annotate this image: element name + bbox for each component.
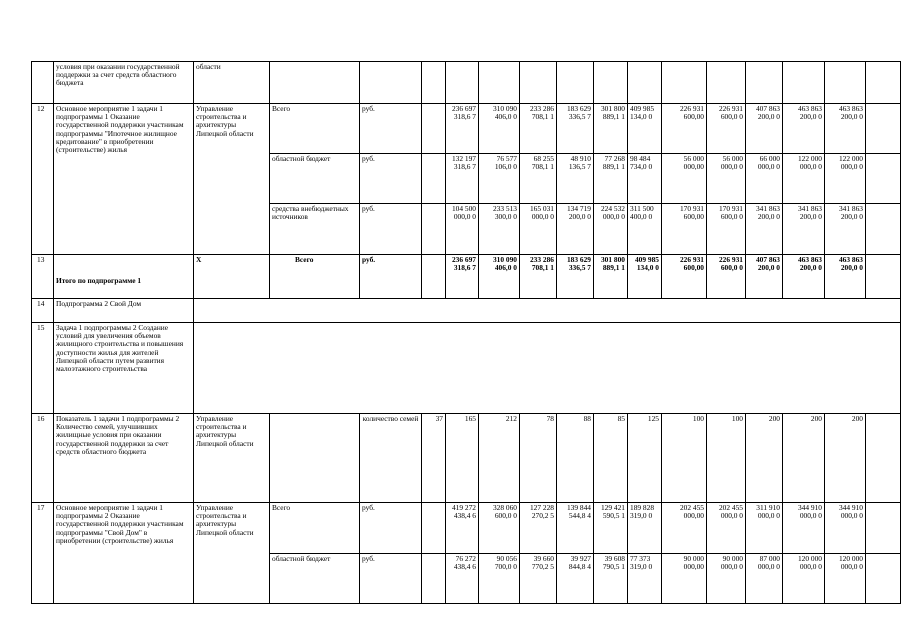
row-unit: руб.: [360, 503, 422, 554]
table-row: [32, 299, 901, 323]
value-cell: 120 000 000,0 0: [825, 554, 866, 604]
value-cell: 224 532 000,0 0: [594, 204, 628, 255]
row-description: Итого по подпрограмме 1: [54, 255, 194, 299]
value-cell: 407 863 200,0 0: [746, 255, 783, 299]
value-cell: 77 268 889,1 1: [594, 154, 628, 204]
value-cell: 127 228 270,2 5: [520, 503, 557, 554]
value-cell: 212: [479, 414, 520, 503]
value-cell: 88: [557, 414, 594, 503]
value-cell: 236 697 318,6 7: [446, 104, 479, 154]
table-row: [32, 62, 901, 104]
row-source: областной бюджет: [270, 154, 360, 204]
value-cell: 56 000 000,00: [662, 154, 707, 204]
value-cell: 165: [446, 414, 479, 503]
row-unit: руб.: [360, 154, 422, 204]
value-cell: 311 500 400,0 0: [628, 204, 662, 255]
value-cell: 200: [783, 414, 825, 503]
value-cell: 310 090 406,0 0: [479, 104, 520, 154]
value-cell: 202 455 000,0 0: [707, 503, 746, 554]
value-cell: 311 910 000,0 0: [746, 503, 783, 554]
row-executor: Управление строительства и архитектуры Липецкой области: [194, 414, 270, 503]
row-description: Основное мероприятие 1 задачи 1 подпрограммы 1 Оказание государственной поддержки участникам подпрограммы "Ипотечное жилищное кредитование" в приобретении (строительстве) жилья: [54, 104, 194, 255]
value-cell: 100: [707, 414, 746, 503]
row-executor: области: [194, 62, 270, 104]
value-cell: 122 000 000,0 0: [825, 154, 866, 204]
value-cell: 463 863 200,0 0: [783, 104, 825, 154]
value-cell: 85: [594, 414, 628, 503]
row-unit: количество семей: [360, 414, 422, 503]
value-cell: 90 000 000,0 0: [707, 554, 746, 604]
row-source: Всего: [270, 255, 360, 299]
value-cell: 341 863 200,0 0: [825, 204, 866, 255]
value-cell: 78: [520, 414, 557, 503]
row-number: 17: [32, 503, 54, 604]
table-row: [32, 503, 901, 554]
value-cell: 39 608 790,5 1: [594, 554, 628, 604]
row-unit: руб.: [360, 204, 422, 255]
value-cell: 39 927 844,8 4: [557, 554, 594, 604]
row-executor: X: [194, 255, 270, 299]
row-number: 12: [32, 104, 54, 255]
value-cell: 100: [662, 414, 707, 503]
value-cell: 202 455 000,00: [662, 503, 707, 554]
value-cell: 183 629 336,5 7: [557, 255, 594, 299]
value-cell: 76 272 438,4 6: [446, 554, 479, 604]
value-cell: 344 910 000,0 0: [825, 503, 866, 554]
value-cell: 48 910 136,5 7: [557, 154, 594, 204]
value-cell: 328 060 600,0 0: [479, 503, 520, 554]
value-cell: 132 197 318,6 7: [446, 154, 479, 204]
value-cell: 226 931 600,00: [662, 255, 707, 299]
value-cell: 233 286 708,1 1: [520, 255, 557, 299]
value-cell: 310 090 406,0 0: [479, 255, 520, 299]
row-description: Задача 1 подпрограммы 2 Создание условий для увеличения объемов жилищного строительства и повышения доступности жилья для жителей Липецкой области путем развития малоэтажного строительства: [54, 323, 194, 414]
table-row: [32, 414, 901, 503]
row-description: Подпрограмма 2 Свой Дом: [54, 299, 194, 323]
value-cell: 233 513 300,0 0: [479, 204, 520, 255]
value-cell: 129 421 590,5 1: [594, 503, 628, 554]
value-cell: 39 660 770,2 5: [520, 554, 557, 604]
value-cell: 226 931 600,0 0: [707, 104, 746, 154]
row-source: Всего: [270, 503, 360, 554]
value-cell: 98 484 734,0 0: [628, 154, 662, 204]
value-cell: 200: [746, 414, 783, 503]
value-cell: 409 985 134,0 0: [628, 255, 662, 299]
value-cell: 200: [825, 414, 866, 503]
row-description: Основное мероприятие 1 задачи 1 подпрограммы 2 Оказание государственной поддержки участникам подпрограммы "Свой Дом" в приобретении (строительстве) жилья: [54, 503, 194, 604]
value-cell: 236 697 318,6 7: [446, 255, 479, 299]
value-cell: 120 000 000,0 0: [783, 554, 825, 604]
value-cell: 341 863 200,0 0: [746, 204, 783, 255]
value-cell: 90 000 000,00: [662, 554, 707, 604]
row-description: Показатель 1 задачи 1 подпрограммы 2 Количество семей, улучшивших жилищные условия при оказании государственной поддержки за счет средств областного бюджета: [54, 414, 194, 503]
table-row-total: [32, 255, 901, 299]
value-cell: 90 056 700,0 0: [479, 554, 520, 604]
row-unit: руб.: [360, 255, 422, 299]
value-cell: 87 000 000,0 0: [746, 554, 783, 604]
row-number: 13: [32, 255, 54, 299]
value-cell: 409 985 134,0 0: [628, 104, 662, 154]
value-cell: 165 031 000,0 0: [520, 204, 557, 255]
row-source: Всего: [270, 104, 360, 154]
value-cell: 301 800 889,1 1: [594, 104, 628, 154]
row-number: 16: [32, 414, 54, 503]
value-cell: 170 931 600,00: [662, 204, 707, 255]
value-cell: 68 255 708,1 1: [520, 154, 557, 204]
value-cell: 344 910 000,0 0: [783, 503, 825, 554]
value-cell: 341 863 200,0 0: [783, 204, 825, 255]
value-cell: 66 000 000,0 0: [746, 154, 783, 204]
row-number: 15: [32, 323, 54, 414]
row-source: средства внебюджетных источников: [270, 204, 360, 255]
value-cell: 419 272 438,4 6: [446, 503, 479, 554]
value-cell: 37: [422, 414, 446, 503]
value-cell: 407 863 200,0 0: [746, 104, 783, 154]
value-cell: 77 373 319,0 0: [628, 554, 662, 604]
row-unit: руб.: [360, 104, 422, 154]
row-number: [32, 62, 54, 104]
value-cell: 139 844 544,8 4: [557, 503, 594, 554]
value-cell: 183 629 336,5 7: [557, 104, 594, 154]
value-cell: 463 863 200,0 0: [783, 255, 825, 299]
table-row: [32, 104, 901, 154]
value-cell: 226 931 600,0 0: [707, 255, 746, 299]
value-cell: 125: [628, 414, 662, 503]
value-cell: 463 863 200,0 0: [825, 255, 866, 299]
value-cell: 122 000 000,0 0: [783, 154, 825, 204]
row-executor: Управление строительства и архитектуры Липецкой области: [194, 104, 270, 255]
value-cell: 463 863 200,0 0: [825, 104, 866, 154]
row-number: 14: [32, 299, 54, 323]
value-cell: 233 286 708,1 1: [520, 104, 557, 154]
value-cell: 170 931 600,0 0: [707, 204, 746, 255]
value-cell: 301 800 889,1 1: [594, 255, 628, 299]
value-cell: 56 000 000,0 0: [707, 154, 746, 204]
budget-table: [31, 61, 901, 604]
row-source: областной бюджет: [270, 554, 360, 604]
value-cell: 76 577 106,0 0: [479, 154, 520, 204]
value-cell: 104 500 000,0 0: [446, 204, 479, 255]
table-row: [32, 323, 901, 414]
row-description: условия при оказании государственной поддержки за счет средств областного бюджета: [54, 62, 194, 104]
row-unit: руб.: [360, 554, 422, 604]
row-executor: Управление строительства и архитектуры Липецкой области: [194, 503, 270, 604]
value-cell: 189 828 319,0 0: [628, 503, 662, 554]
value-cell: 134 719 200,0 0: [557, 204, 594, 255]
value-cell: 226 931 600,00: [662, 104, 707, 154]
